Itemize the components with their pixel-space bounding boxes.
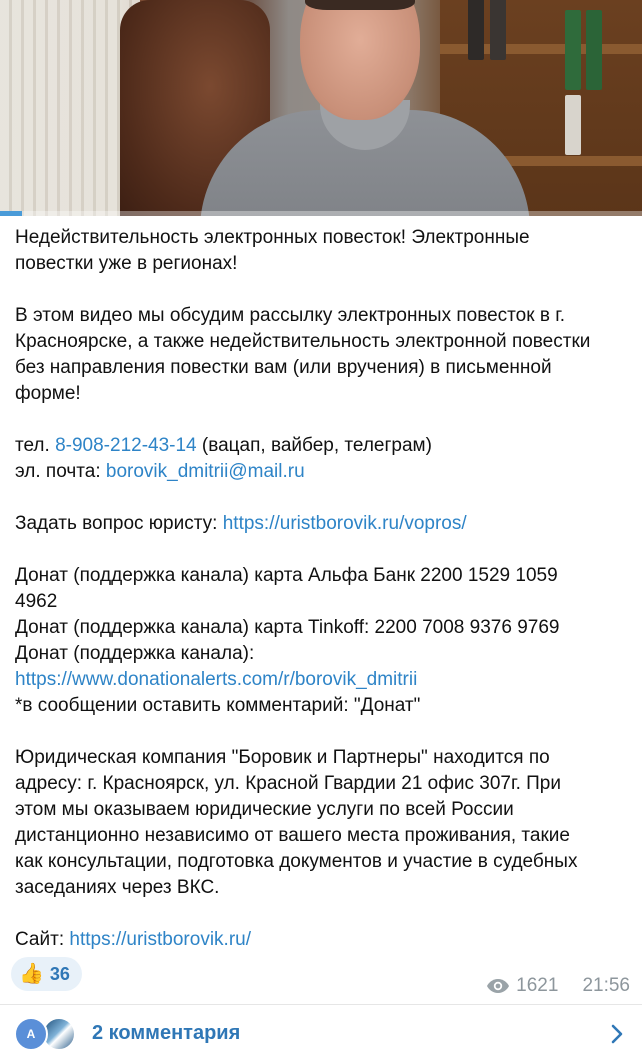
phone-link[interactable]: 8-908-212-43-14 <box>55 435 197 456</box>
description-line: без направления повестки вам (или вручения) в письменной <box>15 357 552 378</box>
avatar: A <box>14 1017 48 1051</box>
donate-alerts-line <box>15 667 635 693</box>
email-line <box>15 459 635 485</box>
commenter-avatars <box>14 1017 80 1051</box>
binder <box>565 95 581 155</box>
email-link[interactable]: borovik_dmitrii@mail.ru <box>105 461 305 482</box>
phone-line <box>15 433 635 459</box>
site-label: Сайт: <box>15 929 70 950</box>
company-line: адресу: г. Красноярск, ул. Красной Гвардии 21 офис 307г. При <box>15 773 561 794</box>
binder <box>586 10 602 90</box>
donate-alerts-label: Донат (поддержка канала): <box>15 643 255 664</box>
thumbs-up-icon: 👍 <box>19 963 44 985</box>
donate-alfa-line: 4962 <box>15 591 58 612</box>
video-progress-bar[interactable] <box>0 211 642 216</box>
email-label: эл. почта: <box>15 461 106 482</box>
comments-button[interactable] <box>0 1005 642 1062</box>
message-meta <box>486 975 630 997</box>
video-thumbnail[interactable] <box>0 0 642 216</box>
company-line: дистанционно независимо от вашего места проживания, такие <box>15 825 570 846</box>
message-time: 21:56 <box>582 975 630 996</box>
site-line <box>15 927 635 953</box>
reaction-count: 36 <box>49 963 70 984</box>
phone-label: тел. <box>15 435 56 456</box>
description-line: Красноярске, а также недействительность электронной повестки <box>15 331 591 352</box>
reaction-thumbs-up[interactable] <box>11 957 82 991</box>
question-label: Задать вопрос юристу: <box>15 513 223 534</box>
chevron-right-icon <box>610 1023 624 1050</box>
video-progress-fill <box>0 211 22 216</box>
site-link[interactable]: https://uristborovik.ru/ <box>69 929 251 950</box>
person-hair <box>305 0 415 10</box>
title-line: повестки уже в регионах! <box>15 253 238 274</box>
description-line: форме! <box>15 383 81 404</box>
phone-apps: (вацап, вайбер, телеграм) <box>196 435 432 456</box>
view-count: 1621 <box>516 975 559 996</box>
question-line <box>15 511 635 537</box>
binder <box>490 0 506 60</box>
company-line: заседаниях через ВКС. <box>15 877 220 898</box>
company-line: как консультации, подготовка документов и участие в судебных <box>15 851 578 872</box>
comments-label: 2 комментария <box>92 1022 241 1044</box>
message-text <box>15 225 635 953</box>
question-link[interactable]: https://uristborovik.ru/vopros/ <box>222 513 467 534</box>
comment-note: *в сообщении оставить комментарий: "Донат" <box>15 695 421 716</box>
description-line: В этом видео мы обсудим рассылку электронных повесток в г. <box>15 305 566 326</box>
company-line: этом мы оказываем юридические услуги по всей России <box>15 799 514 820</box>
donate-alfa-line: Донат (поддержка канала) карта Альфа Банк 2200 1529 1059 <box>15 565 558 586</box>
eye-icon <box>486 978 510 994</box>
donate-tinkoff-line: Донат (поддержка канала) карта Tinkoff: 2200 7008 9376 9769 <box>15 617 560 638</box>
company-line: Юридическая компания "Боровик и Партнеры" находится по <box>15 747 550 768</box>
donate-alerts-link[interactable]: https://www.donationalerts.com/r/borovik_dmitrii <box>15 669 418 690</box>
window-blinds <box>0 0 140 216</box>
title-line: Недействительность электронных повесток! Электронные <box>15 227 530 248</box>
binder <box>468 0 484 60</box>
binder <box>565 10 581 90</box>
